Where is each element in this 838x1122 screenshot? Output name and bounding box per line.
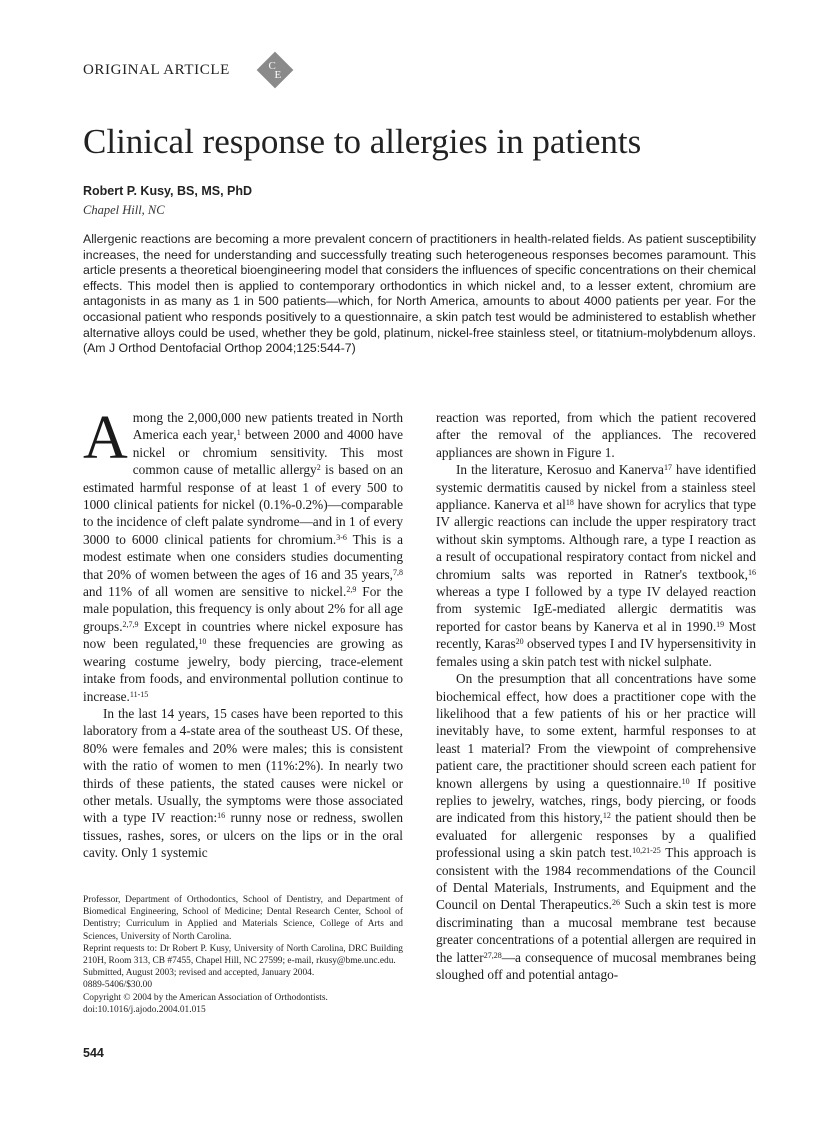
body-paragraph bbox=[436, 409, 756, 461]
citation-superscript: 7,8 bbox=[393, 567, 403, 577]
author-location: Chapel Hill, NC bbox=[83, 203, 165, 217]
footnote-reprint: Reprint requests to: Dr Robert P. Kusy, University of North Carolina, DRC Building 210H, Room 313, CB #7455, Chapel Hill, NC 27599; e-mail, rkusy@bme.unc.edu. bbox=[83, 943, 403, 967]
citation-superscript: 19 bbox=[716, 619, 725, 629]
body-paragraph bbox=[83, 404, 403, 705]
footnote-submitted: Submitted, August 2003; revised and accepted, January 2004. bbox=[83, 968, 315, 979]
footnote-affiliation: Professor, Department of Orthodontics, School of Dentistry, and Department of Biomedical Engineering, School of Medicine; Dental Research Center, School of Dentistry; Curriculum in Applied and Materials Science, College of Arts and Sciences, University of North Carolina. bbox=[83, 895, 403, 942]
abstract: Allergenic reactions are becoming a more prevalent concern of practitioners in health-related fields. As patient susceptibility increases, the need for understanding and successfully treating such heterogeneous responses becomes paramount. This article presents a theoretical bioengineering model that considers the influences of specific concentrations on their chemical effects. This model then is applied to contemporary orthodontics in which nickel and, to a lesser extent, chromium are antagonists in as many as 1 in 500 patients—which, for North America, amounts to about 4000 patients per year. For the occasional patient who responds positively to a questionnaire, a skin patch test would be administered to establish whether alternative alloys could be used, whether they be gold, platinum, nickel-free stainless steel, or titatnium-molybdenum alloys. (Am J Orthod Dentofacial Orthop 2004;125:544-7) bbox=[83, 232, 756, 356]
svg-text:C: C bbox=[268, 60, 276, 72]
body-column-left bbox=[83, 404, 403, 862]
paragraph-text: reaction was reported, from which the patient recovered after the removal of the appliances. The recovered appliances are shown in Figure 1. bbox=[436, 410, 756, 460]
citation-superscript: 1 bbox=[236, 428, 241, 438]
author-name: Robert P. Kusy, BS, MS, PhD bbox=[83, 184, 253, 198]
citation-superscript: 12 bbox=[602, 811, 611, 821]
paragraph-text: In the last 14 years, 15 cases have been reported to this laboratory from a 4-state area of the southeast US. Of these, 80% were females and 20% were males; this is consistent with the ratio of women to men (11%:2%). In nearly two thirds of these patients, the stated causes were nickel or other metals. Usually, the symptoms were those associated with a type IV reaction:$^{16}$ runny nose or redness, swollen tissues, rashes, sores, or ulcers on the lips or in the oral cavity. Only 1 systemic bbox=[83, 705, 403, 861]
body-paragraph bbox=[83, 705, 403, 862]
citation-superscript: 10,21-25 bbox=[632, 846, 661, 856]
footnote-copyright: Copyright © 2004 by the American Association of Orthodontists. bbox=[83, 992, 328, 1003]
citation-superscript: 10 bbox=[681, 776, 690, 786]
citation-superscript: 27,28 bbox=[483, 950, 502, 960]
citation-superscript: 26 bbox=[611, 898, 620, 908]
citation-superscript: 11-15 bbox=[129, 689, 149, 699]
ce-logo-icon bbox=[256, 51, 294, 89]
article-title: Clinical response to allergies in patients bbox=[83, 122, 642, 161]
drop-cap: A bbox=[83, 404, 128, 472]
citation-superscript: 2 bbox=[316, 463, 321, 473]
footnote-issn: 0889-5406/$30.00 bbox=[83, 980, 153, 991]
citation-superscript: 16 bbox=[748, 567, 756, 577]
citation-superscript: 20 bbox=[515, 637, 524, 647]
page-header bbox=[83, 47, 383, 95]
citation-superscript: 2,7,9 bbox=[122, 619, 139, 629]
body-paragraph bbox=[436, 461, 756, 670]
citation-superscript: 2,9 bbox=[346, 585, 357, 595]
citation-superscript: 18 bbox=[565, 498, 574, 508]
paragraph-text: On the presumption that all concentrations have some biochemical effect, how does a practitioner cope with the likelihood that a few patients of his or her practice will inevitably have, to some extent, harmful responses to at least 1 material? From the viewpoint of comprehensive patient care, the practitioner should screen each patient for known allergens by using a questionnaire.$^{10}$ If positive replies to jewelry, watches, rings, body piercing, or foods are indicated from this history,$^{12}$ the patient should then be evaluated for allergenic responses by a qualified professional using a skin patch test.$^{10,21-25}$ This approach is consistent with the 1984 recommendations of the Council of Dental Materials, Instruments, and Equipment and the Council on Dental Therapeutics.$^{26}$ Such a skin test is more discriminating than a mucosal membrane test because greater concentrations of a potential allergen are required in the latter$^{27,28}$—a consequence of mucosal membranes being sloughed off and potential antago- bbox=[436, 671, 757, 982]
citation-superscript: 16 bbox=[217, 811, 226, 821]
page-number: 544 bbox=[83, 1046, 104, 1060]
citation-superscript: 10 bbox=[198, 637, 207, 647]
body-column-right bbox=[436, 409, 756, 983]
paragraph-text: mong the 2,000,000 new patients treated in North America each year,$^1$ between 2000 and 4000 have nickel or chromium sensitivity. This most common cause of metallic allergy$^2$ is based on an estimated harmful response of at least 1 of every 500 to 1000 clinical patients for nickel (0.1%-0.2%)—comparable to the incidence of cleft palate syndrome—and in 1 of every 3000 to 6000 clinical patients for chromium.$^{3-6}$ This is a modest estimate when one considers studies documenting that 20% of women between the ages of 16 and 35 years,$^{7,8}$ and 11% of all women are sensitive to nickel.$^{2,9}$ For the male population, this frequency is only about 2% for all age groups.$^{2,7,9}$ Except in countries where nickel exposure has now been regulated,$^{10}$ these frequencies are growing as wearing costume jewelry, body piercing, trace-element intake from foods, and environmental pollution continue to increase.$^{11-15}$ bbox=[83, 410, 403, 704]
citation-superscript: 3-6 bbox=[336, 532, 347, 542]
paragraph-text: In the literature, Kerosuo and Kanerva$^{17}$ have identified systemic dermatitis caused by nickel from a stainless steel appliance. Kanerva et $al^{18}$ have shown for acrylics that type IV allergic reactions can include the upper respiratory tract without skin symptoms. Although rare, a type I reaction as a result of occupational respiratory contact from nickel and chromium salts was reported in Ratner's textbook,$^{16}$ whereas a type I followed by a type IV delayed reaction from systemic IgE-mediated allergic dermatitis was reported for castor beans by Kanerva et al in 1990.19 Most recently, Karas$^{20}$ observed types I and IV hypersensitivity in females using a skin patch test with nickel sulphate. bbox=[436, 462, 757, 669]
svg-text:E: E bbox=[274, 69, 282, 81]
citation-superscript: 17 bbox=[663, 463, 672, 473]
section-label: ORIGINAL ARTICLE bbox=[83, 62, 230, 78]
footnote-doi: doi:10.1016/j.ajodo.2004.01.015 bbox=[83, 1004, 206, 1015]
footnote bbox=[83, 894, 403, 1016]
body-paragraph bbox=[436, 670, 756, 983]
